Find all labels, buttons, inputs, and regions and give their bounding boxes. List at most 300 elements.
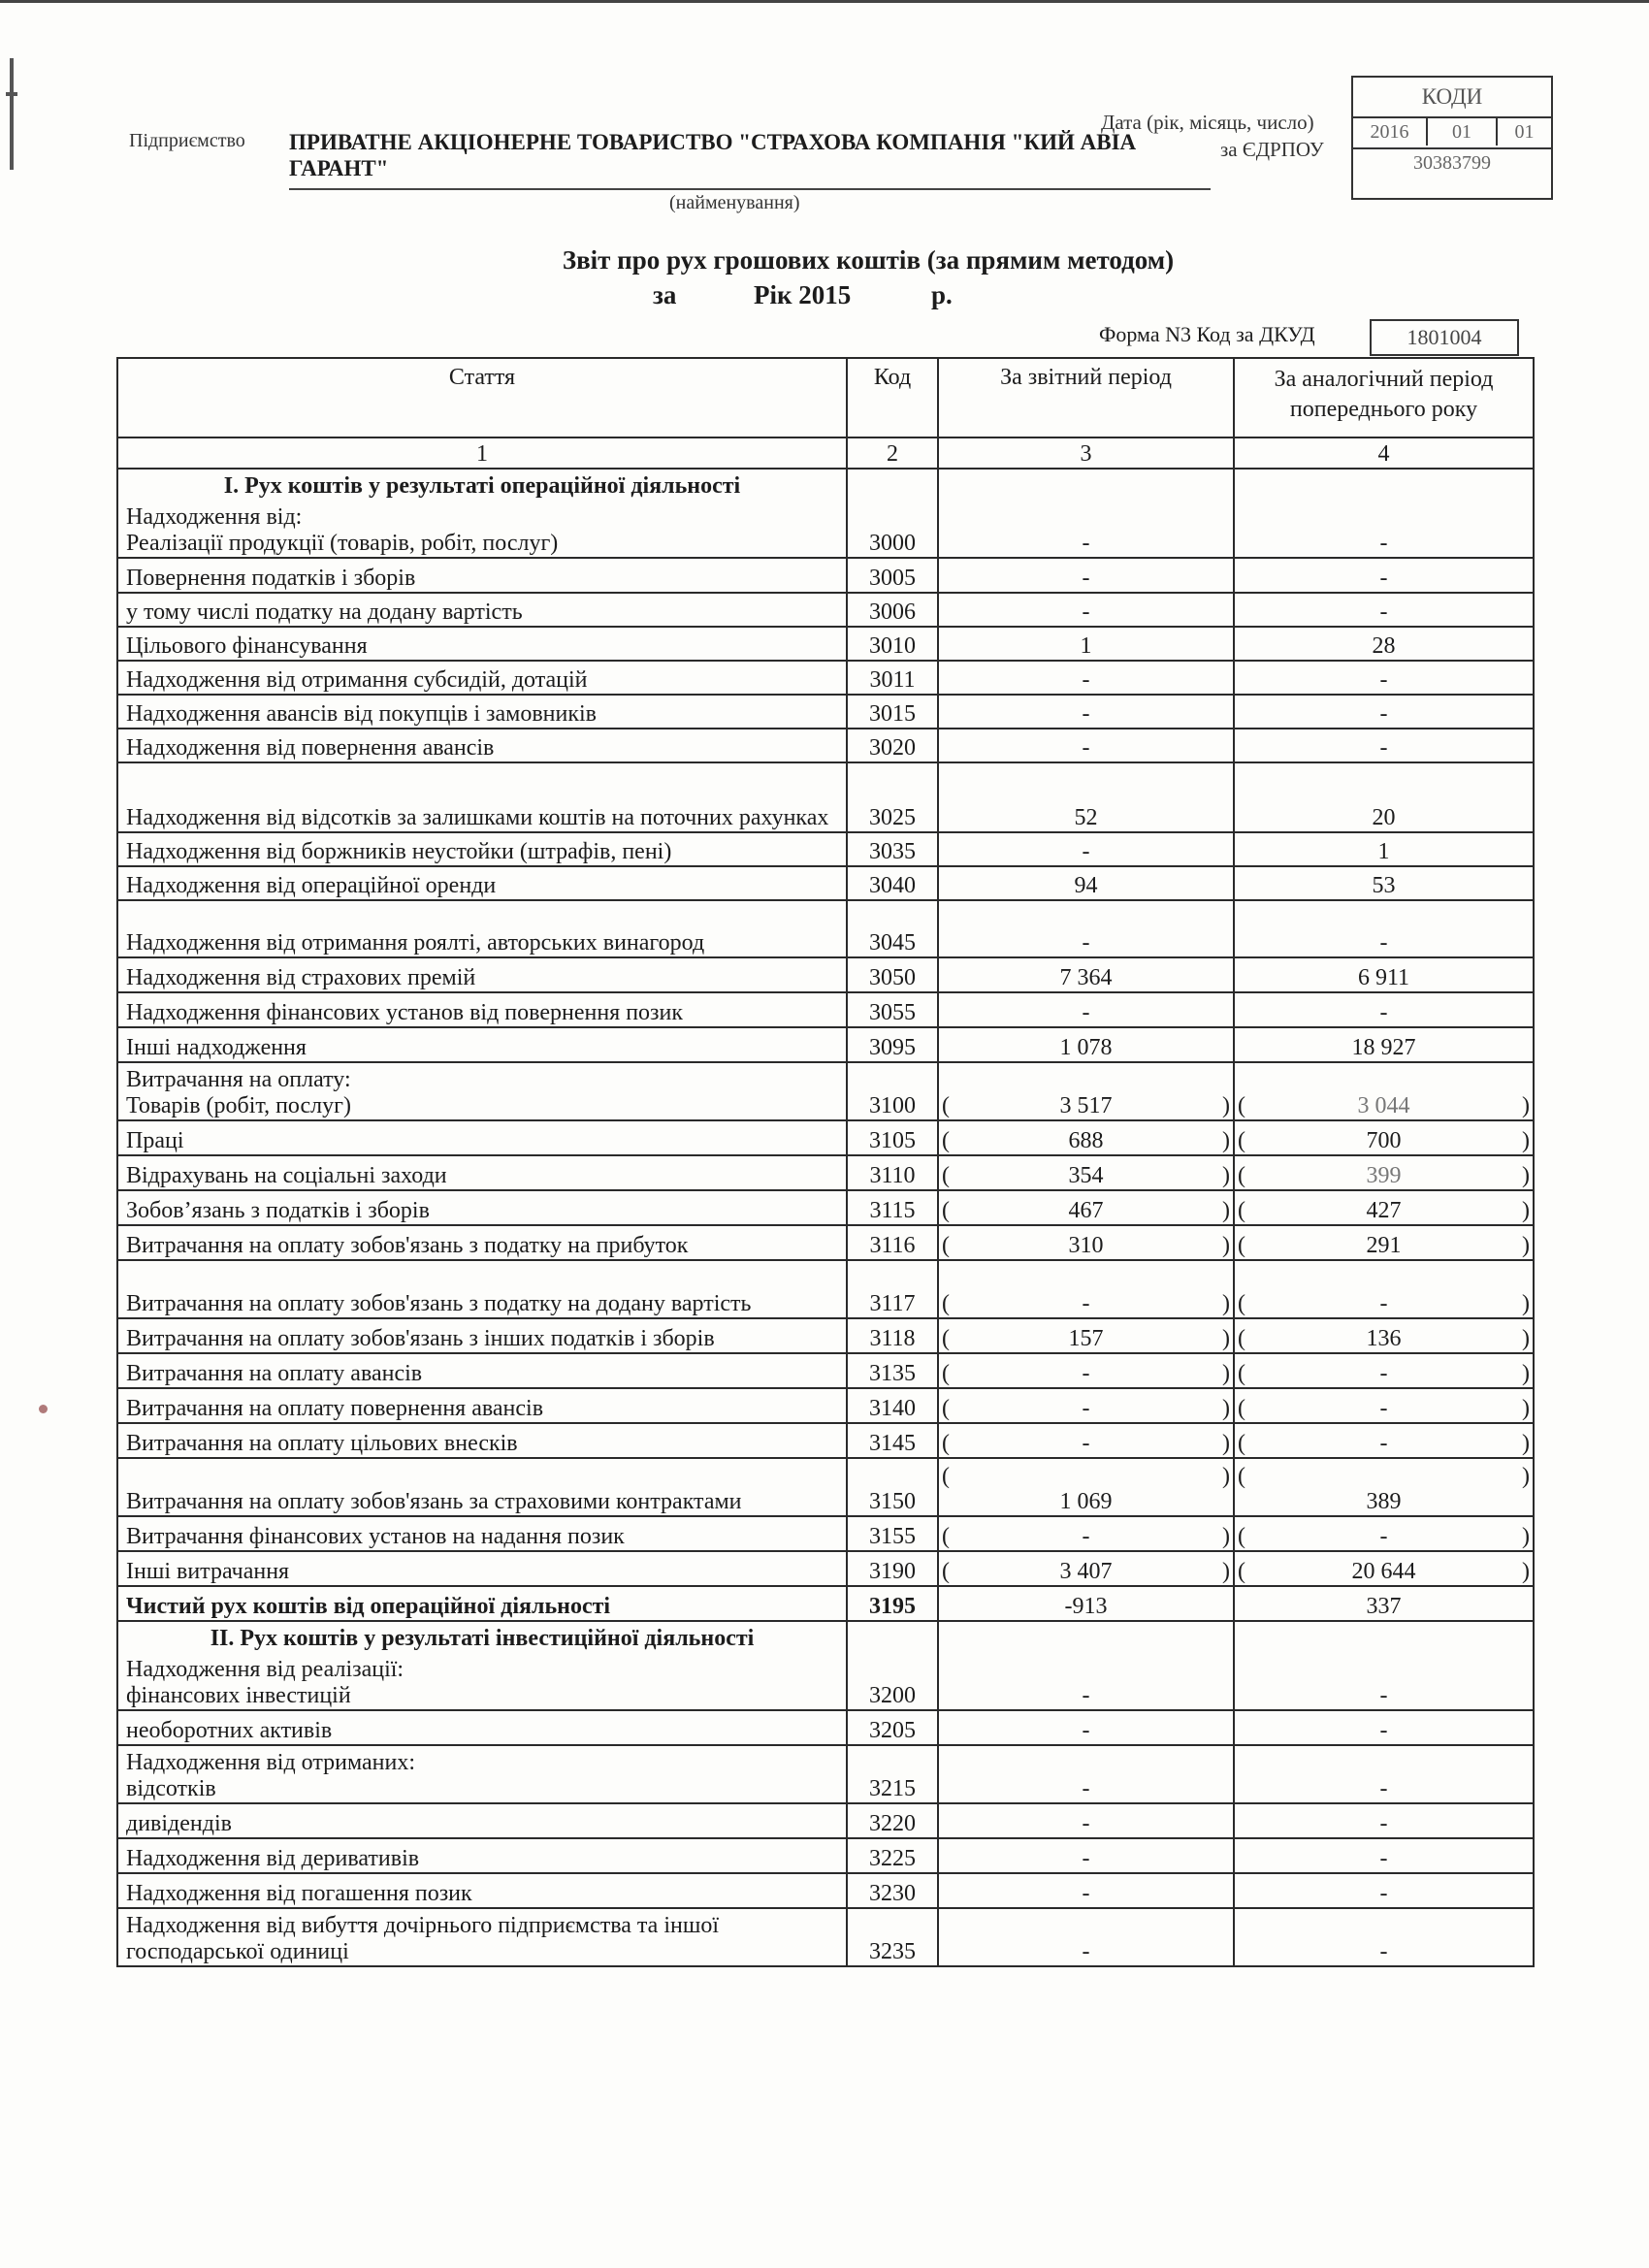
row-code: 3000 [847, 500, 938, 558]
value-text: - [1082, 735, 1090, 761]
table-row [117, 1873, 1534, 1908]
col-number: 2 [847, 437, 938, 469]
col-number: 4 [1234, 437, 1534, 469]
value-text: - [1379, 1000, 1388, 1025]
company-underline [289, 188, 1211, 190]
value-text: 3 044 [1357, 1093, 1410, 1118]
value-text: - [1082, 1939, 1090, 1964]
value-text: - [1082, 839, 1090, 864]
name-caption: (найменування) [669, 192, 800, 213]
row-code: 3155 [847, 1516, 938, 1551]
value-text: - [1082, 1396, 1090, 1421]
row-previous-value [1234, 1710, 1534, 1745]
row-previous-value [1234, 1423, 1534, 1458]
table-row [117, 661, 1534, 695]
row-previous-value [1234, 957, 1534, 992]
row-previous-value [1234, 627, 1534, 661]
value-text: - [1379, 1431, 1388, 1456]
row-previous-value [1234, 1586, 1534, 1621]
row-article [117, 1873, 847, 1908]
table-row [117, 1027, 1534, 1062]
row-article [117, 593, 847, 627]
row-current-value [938, 1551, 1234, 1586]
paren-close: ) [1222, 1396, 1230, 1421]
row-current-value [938, 1260, 1234, 1318]
row-article-text: Чистий рух коштів від операційної діяльності [126, 1594, 611, 1619]
value-text: - [1082, 566, 1090, 591]
value-text: - [1379, 1683, 1388, 1708]
value-text: - [1379, 667, 1388, 693]
value-text: 3 517 [1059, 1093, 1113, 1118]
value-text: - [1082, 1291, 1090, 1316]
paren-close: ) [1222, 1093, 1230, 1118]
row-article [117, 500, 847, 558]
row-current-value [938, 500, 1234, 558]
paren-open: ( [942, 1233, 950, 1258]
row-article-text: Надходження від погашення позик [126, 1881, 472, 1906]
row-code: 3116 [847, 1225, 938, 1260]
table-row [117, 1803, 1534, 1838]
table-row [117, 1190, 1534, 1225]
row-article-text: Витрачання фінансових установ на надання позик [126, 1524, 625, 1549]
section-title: І. Рух коштів у результаті операційної діяльності [117, 469, 847, 500]
row-article-text: Реалізації продукції (товарів, робіт, послуг) [126, 531, 559, 556]
header-article: Стаття [117, 358, 847, 437]
paren-open: ( [1238, 1431, 1245, 1456]
title-za: за [653, 280, 677, 309]
value-text: - [1082, 1524, 1090, 1549]
empty-cell [938, 1621, 1234, 1652]
report-period: Рік 2015 [754, 280, 852, 309]
table-row [117, 1225, 1534, 1260]
value-text: 3 407 [1059, 1559, 1113, 1584]
row-code: 3105 [847, 1120, 938, 1155]
row-article [117, 1745, 847, 1803]
row-article [117, 1190, 847, 1225]
value-text: 53 [1372, 873, 1396, 898]
row-article-text: Повернення податків і зборів [126, 566, 416, 591]
empty-cell [938, 469, 1234, 500]
row-article [117, 1260, 847, 1318]
row-article-text: відсотків [126, 1776, 216, 1801]
table-row [117, 1260, 1534, 1318]
table-row [117, 1908, 1534, 1966]
row-article [117, 1155, 847, 1190]
row-code: 3145 [847, 1423, 938, 1458]
row-article [117, 992, 847, 1027]
table-row [117, 1652, 1534, 1710]
table-row [117, 866, 1534, 900]
row-previous-value [1234, 1027, 1534, 1062]
paren-open: ( [942, 1361, 950, 1386]
value-text: - [1379, 1939, 1388, 1964]
paren-open: ( [942, 1093, 950, 1118]
row-article [117, 1062, 847, 1120]
value-text: - [1082, 1361, 1090, 1386]
row-previous-value [1234, 1388, 1534, 1423]
paren-close: ) [1222, 1326, 1230, 1351]
row-previous-value [1234, 992, 1534, 1027]
row-article [117, 1908, 847, 1966]
row-article-text: Витрачання на оплату цільових внесків [126, 1431, 518, 1456]
paren-open: ( [942, 1291, 950, 1316]
section-row [117, 1621, 1534, 1652]
table-row [117, 500, 1534, 558]
table-row [117, 1423, 1534, 1458]
empty-cell [1234, 469, 1534, 500]
row-article [117, 1388, 847, 1423]
row-code: 3150 [847, 1458, 938, 1516]
row-article [117, 558, 847, 593]
row-current-value [938, 1318, 1234, 1353]
value-text: - [1082, 1431, 1090, 1456]
table-row [117, 1516, 1534, 1551]
row-current-value [938, 832, 1234, 866]
table-row [117, 1586, 1534, 1621]
row-group-label: Витрачання на оплату: [126, 1067, 351, 1092]
header-previous-period: За аналогічний період попереднього року [1234, 358, 1534, 437]
row-current-value [938, 627, 1234, 661]
row-article [117, 695, 847, 729]
row-current-value [938, 1353, 1234, 1388]
row-code: 3055 [847, 992, 938, 1027]
row-previous-value [1234, 1745, 1534, 1803]
paren-close: ) [1222, 1163, 1230, 1188]
row-current-value [938, 762, 1234, 832]
date-year: 2016 [1353, 116, 1428, 146]
value-text: 700 [1366, 1128, 1402, 1153]
row-article [117, 1423, 847, 1458]
row-previous-value [1234, 1551, 1534, 1586]
row-article-text: Витрачання на оплату повернення авансів [126, 1396, 544, 1421]
row-code: 3020 [847, 729, 938, 762]
paren-open: ( [1238, 1291, 1245, 1316]
table-row [117, 1388, 1534, 1423]
paren-open: ( [942, 1326, 950, 1351]
paren-close: ) [1522, 1396, 1530, 1421]
row-article-text: Цільового фінансування [126, 633, 368, 659]
row-code: 3225 [847, 1838, 938, 1873]
paren-close: ) [1222, 1559, 1230, 1584]
row-code: 3025 [847, 762, 938, 832]
table-row [117, 1062, 1534, 1120]
row-current-value [938, 729, 1234, 762]
value-text: 467 [1068, 1198, 1104, 1223]
row-code: 3100 [847, 1062, 938, 1120]
empty-cell [847, 1621, 938, 1652]
row-current-value [938, 1155, 1234, 1190]
value-text: 310 [1068, 1233, 1104, 1258]
paren-close: ) [1522, 1163, 1530, 1188]
table-row [117, 1458, 1534, 1516]
paren-close: ) [1522, 1128, 1530, 1153]
row-current-value [938, 866, 1234, 900]
paren-close: ) [1222, 1431, 1230, 1456]
value-text: - [1082, 1776, 1090, 1801]
row-code: 3010 [847, 627, 938, 661]
row-current-value [938, 661, 1234, 695]
table-row [117, 900, 1534, 957]
paren-close: ) [1522, 1431, 1530, 1456]
row-article-text: Інші надходження [126, 1035, 307, 1060]
row-previous-value [1234, 593, 1534, 627]
value-text: 6 911 [1357, 965, 1410, 990]
paren-close: ) [1522, 1198, 1530, 1223]
value-text: - [1379, 930, 1388, 956]
row-article [117, 1120, 847, 1155]
value-text: 354 [1068, 1163, 1104, 1188]
row-article [117, 1551, 847, 1586]
row-article-text: Відрахувань на соціальні заходи [126, 1163, 447, 1188]
row-code: 3015 [847, 695, 938, 729]
row-previous-value [1234, 1318, 1534, 1353]
company-name: ПРИВАТНЕ АКЦІОНЕРНЕ ТОВАРИСТВО "СТРАХОВА КОМПАНІЯ "КИЙ АВІА ГАРАНТ" [289, 130, 1137, 180]
row-current-value [938, 1388, 1234, 1423]
table-header-row [117, 358, 1534, 437]
row-article [117, 957, 847, 992]
row-code: 3190 [847, 1551, 938, 1586]
paren-close: ) [1522, 1093, 1530, 1118]
paren-close: ) [1222, 1464, 1230, 1489]
row-current-value [938, 1710, 1234, 1745]
row-previous-value [1234, 832, 1534, 866]
report-title: Звіт про рух грошових коштів (за прямим методом) [562, 245, 1175, 275]
row-code: 3118 [847, 1318, 938, 1353]
paren-open: ( [1238, 1396, 1245, 1421]
value-text: - [1082, 1811, 1090, 1836]
row-code: 3035 [847, 832, 938, 866]
enterprise-label: Підприємство [129, 130, 245, 151]
value-text: - [1379, 599, 1388, 625]
codes-title: КОДИ [1353, 78, 1551, 118]
row-code: 3115 [847, 1190, 938, 1225]
date-month: 01 [1428, 116, 1498, 146]
row-current-value [938, 1803, 1234, 1838]
row-current-value [938, 1586, 1234, 1621]
paren-open: ( [1238, 1559, 1245, 1584]
row-article [117, 832, 847, 866]
row-current-value [938, 1838, 1234, 1873]
value-text: - [1379, 701, 1388, 727]
row-article-text: Витрачання на оплату зобов'язань за страховими контрактами [126, 1489, 742, 1514]
paren-close: ) [1522, 1326, 1530, 1351]
value-text: 1 [1080, 633, 1092, 659]
row-code: 3135 [847, 1353, 938, 1388]
scan-edge-mark [6, 92, 17, 96]
value-text: - [1082, 531, 1090, 556]
paren-open: ( [942, 1431, 950, 1456]
value-text: -913 [1064, 1594, 1108, 1619]
row-code: 3195 [847, 1586, 938, 1621]
paren-open: ( [1238, 1464, 1245, 1489]
value-text: 427 [1366, 1198, 1402, 1223]
value-text: - [1379, 735, 1388, 761]
header-current-period: За звітний період [938, 358, 1234, 437]
row-current-value [938, 1873, 1234, 1908]
row-code: 3095 [847, 1027, 938, 1062]
value-text: - [1379, 1718, 1388, 1743]
empty-cell [847, 469, 938, 500]
row-current-value [938, 992, 1234, 1027]
row-previous-value [1234, 729, 1534, 762]
value-text: - [1082, 1846, 1090, 1871]
row-previous-value [1234, 661, 1534, 695]
value-text: 337 [1366, 1594, 1402, 1619]
dkud-code: 1801004 [1370, 319, 1519, 356]
paren-close: ) [1522, 1559, 1530, 1584]
value-text: - [1082, 701, 1090, 727]
table-row [117, 627, 1534, 661]
value-text: 94 [1074, 873, 1098, 898]
value-text: 1 [1377, 839, 1390, 864]
row-previous-value [1234, 1190, 1534, 1225]
paren-open: ( [1238, 1361, 1245, 1386]
row-code: 3045 [847, 900, 938, 957]
scan-edge-mark [10, 58, 14, 170]
row-article-text: Надходження авансів від покупців і замовників [126, 701, 597, 727]
scan-top-edge [0, 0, 1649, 3]
row-previous-value [1234, 1838, 1534, 1873]
codes-box [1351, 76, 1553, 200]
row-code: 3110 [847, 1155, 938, 1190]
value-text: 7 364 [1059, 965, 1113, 990]
row-article [117, 661, 847, 695]
row-article [117, 1586, 847, 1621]
row-group-label: Надходження від: [126, 504, 303, 530]
paren-open: ( [942, 1559, 950, 1584]
row-previous-value [1234, 1260, 1534, 1318]
row-group-label: Надходження від реалізації: [126, 1657, 404, 1682]
row-previous-value [1234, 762, 1534, 832]
row-previous-value [1234, 1908, 1534, 1966]
row-article [117, 1516, 847, 1551]
paren-open: ( [942, 1524, 950, 1549]
row-article-text: Надходження від повернення авансів [126, 735, 495, 761]
paren-open: ( [942, 1163, 950, 1188]
row-code: 3040 [847, 866, 938, 900]
row-current-value [938, 1120, 1234, 1155]
table-row [117, 558, 1534, 593]
table-row [117, 1155, 1534, 1190]
row-code: 3140 [847, 1388, 938, 1423]
row-previous-value [1234, 1803, 1534, 1838]
row-current-value [938, 1423, 1234, 1458]
paren-close: ) [1522, 1233, 1530, 1258]
table-row [117, 1318, 1534, 1353]
row-article-text: необоротних активів [126, 1718, 333, 1743]
row-article-text: Надходження від вибуття дочірнього підприємства та іншої господарської одиниці [126, 1913, 719, 1964]
edrpou-label: за ЄДРПОУ [1220, 138, 1324, 161]
row-current-value [938, 1458, 1234, 1516]
paren-close: ) [1222, 1128, 1230, 1153]
row-article-text: Надходження від отримання субсидій, дотацій [126, 667, 588, 693]
row-current-value [938, 1745, 1234, 1803]
row-current-value [938, 900, 1234, 957]
row-current-value [938, 1062, 1234, 1120]
row-article [117, 1803, 847, 1838]
date-label: Дата (рік, місяць, число) [1101, 111, 1314, 134]
row-article [117, 762, 847, 832]
paren-open: ( [1238, 1093, 1245, 1118]
row-current-value [938, 593, 1234, 627]
cash-flow-table [116, 357, 1535, 1967]
row-current-value [938, 558, 1234, 593]
value-text: 157 [1068, 1326, 1104, 1351]
title-r: р. [931, 280, 953, 309]
scan-speck [39, 1405, 48, 1413]
table-row [117, 1120, 1534, 1155]
row-code: 3005 [847, 558, 938, 593]
row-article [117, 729, 847, 762]
row-article [117, 1225, 847, 1260]
paren-close: ) [1522, 1464, 1530, 1489]
row-previous-value [1234, 558, 1534, 593]
row-code: 3117 [847, 1260, 938, 1318]
paren-close: ) [1522, 1291, 1530, 1316]
value-text: - [1082, 599, 1090, 625]
row-article-text: у тому числі податку на додану вартість [126, 599, 523, 625]
row-article-text: фінансових інвестицій [126, 1683, 351, 1708]
value-text: 136 [1366, 1326, 1402, 1351]
row-previous-value [1234, 500, 1534, 558]
row-current-value [938, 1225, 1234, 1260]
row-previous-value [1234, 1225, 1534, 1260]
value-text: - [1082, 1000, 1090, 1025]
row-previous-value [1234, 866, 1534, 900]
row-code: 3205 [847, 1710, 938, 1745]
paren-close: ) [1522, 1524, 1530, 1549]
paren-open: ( [942, 1464, 950, 1489]
row-article-text: Витрачання на оплату зобов'язань з податку на прибуток [126, 1233, 689, 1258]
edrpou-code: 30383799 [1353, 147, 1551, 178]
value-text: 389 [1366, 1489, 1402, 1514]
row-code: 3200 [847, 1652, 938, 1710]
paren-close: ) [1222, 1233, 1230, 1258]
row-previous-value [1234, 1353, 1534, 1388]
paren-open: ( [1238, 1233, 1245, 1258]
value-text: - [1379, 1776, 1388, 1801]
paren-open: ( [1238, 1326, 1245, 1351]
table-row [117, 1353, 1534, 1388]
row-current-value [938, 1652, 1234, 1710]
row-current-value [938, 1516, 1234, 1551]
row-article [117, 1838, 847, 1873]
value-text: 28 [1372, 633, 1396, 659]
paren-open: ( [942, 1198, 950, 1223]
row-article-text: Витрачання на оплату авансів [126, 1361, 423, 1386]
table-row [117, 992, 1534, 1027]
row-code: 3011 [847, 661, 938, 695]
row-previous-value [1234, 695, 1534, 729]
value-text: - [1379, 1881, 1388, 1906]
row-previous-value [1234, 1873, 1534, 1908]
row-previous-value [1234, 900, 1534, 957]
row-article-text: Надходження фінансових установ від повернення позик [126, 1000, 684, 1025]
paren-open: ( [1238, 1198, 1245, 1223]
value-text: 20 [1372, 805, 1396, 830]
table-row [117, 1745, 1534, 1803]
row-article-text: Товарів (робіт, послуг) [126, 1093, 351, 1118]
header-code: Код [847, 358, 938, 437]
paren-open: ( [1238, 1524, 1245, 1549]
table-row [117, 1838, 1534, 1873]
row-code: 3215 [847, 1745, 938, 1803]
value-text: 1 078 [1059, 1035, 1113, 1060]
row-article-text: Праці [126, 1128, 184, 1153]
table-row [117, 695, 1534, 729]
value-text: - [1379, 531, 1388, 556]
paren-close: ) [1222, 1198, 1230, 1223]
